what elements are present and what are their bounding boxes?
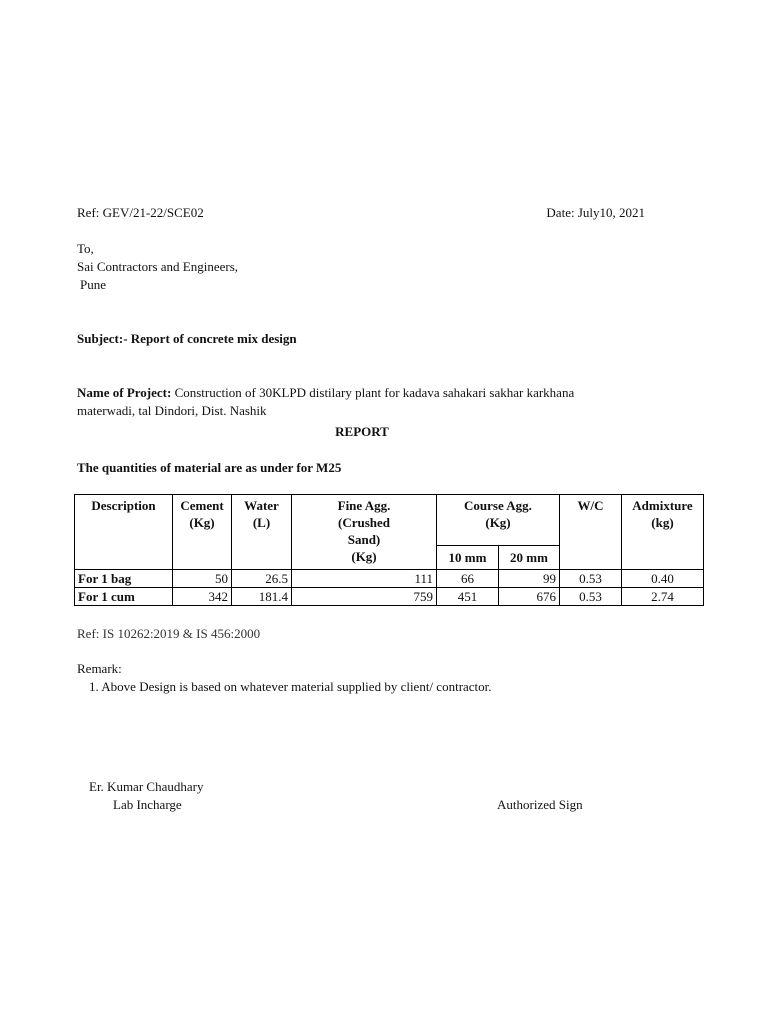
cell-cement: 50 bbox=[173, 570, 232, 588]
header-agg-10mm: 10 mm bbox=[437, 546, 499, 570]
cell-water: 26.5 bbox=[232, 570, 292, 588]
project-label: Name of Project: bbox=[77, 385, 172, 400]
header-fine-agg: Fine Agg. (Crushed Sand) (Kg) bbox=[292, 495, 437, 570]
cell-agg-10mm: 66 bbox=[437, 570, 499, 588]
cell-wc: 0.53 bbox=[560, 588, 622, 606]
signer-role: Lab Incharge bbox=[113, 797, 182, 812]
cell-fine-agg: 759 bbox=[292, 588, 437, 606]
addressee-line-1: Sai Contractors and Engineers, bbox=[77, 259, 239, 274]
project-text-1: Construction of 30KLPD distilary plant for kadava sahakari sakhar karkhana bbox=[174, 385, 575, 400]
standard-references: Ref: IS 10262:2019 & IS 456:2000 bbox=[77, 626, 261, 641]
cell-agg-10mm: 451 bbox=[437, 588, 499, 606]
header-water: Water (L) bbox=[232, 495, 292, 570]
remark-item: 1. Above Design is based on whatever material supplied by client/ contractor. bbox=[89, 679, 492, 694]
remark-label: Remark: bbox=[77, 661, 122, 676]
table-row bbox=[75, 570, 704, 588]
cell-agg-20mm: 676 bbox=[499, 588, 560, 606]
header-wc: W/C bbox=[560, 495, 622, 570]
addressee-to: To, bbox=[77, 241, 94, 256]
project-line-2: materwadi, tal Dindori, Dist. Nashik bbox=[77, 403, 267, 418]
cell-cement: 342 bbox=[173, 588, 232, 606]
table-header-row bbox=[75, 495, 704, 546]
project-line-1 bbox=[77, 385, 574, 401]
signer-name: Er. Kumar Chaudhary bbox=[89, 779, 204, 794]
header-agg-20mm: 20 mm bbox=[499, 546, 560, 570]
report-heading: REPORT bbox=[335, 424, 389, 439]
header-course-agg: Course Agg. (Kg) bbox=[437, 495, 560, 546]
cell-fine-agg: 111 bbox=[292, 570, 437, 588]
cell-water: 181.4 bbox=[232, 588, 292, 606]
cell-admixture: 0.40 bbox=[622, 570, 704, 588]
subject-text: Report of concrete mix design bbox=[130, 331, 297, 346]
cell-wc: 0.53 bbox=[560, 570, 622, 588]
letter-date: Date: July10, 2021 bbox=[546, 205, 645, 220]
cell-admixture: 2.74 bbox=[622, 588, 704, 606]
row-label: For 1 bag bbox=[75, 570, 173, 588]
cell-agg-20mm: 99 bbox=[499, 570, 560, 588]
table-row bbox=[75, 588, 704, 606]
quantities-heading: The quantities of material are as under for M25 bbox=[77, 460, 342, 475]
header-description: Description bbox=[75, 495, 173, 570]
header-cement: Cement (Kg) bbox=[173, 495, 232, 570]
subject-label: Subject:- bbox=[77, 331, 128, 346]
mix-design-table bbox=[74, 494, 704, 606]
header-admixture: Admixture (kg) bbox=[622, 495, 704, 570]
reference-number: Ref: GEV/21-22/SCE02 bbox=[77, 205, 204, 220]
subject-line bbox=[77, 331, 297, 347]
row-label: For 1 cum bbox=[75, 588, 173, 606]
authorized-sign: Authorized Sign bbox=[497, 797, 583, 812]
addressee-line-2: Pune bbox=[80, 277, 106, 292]
